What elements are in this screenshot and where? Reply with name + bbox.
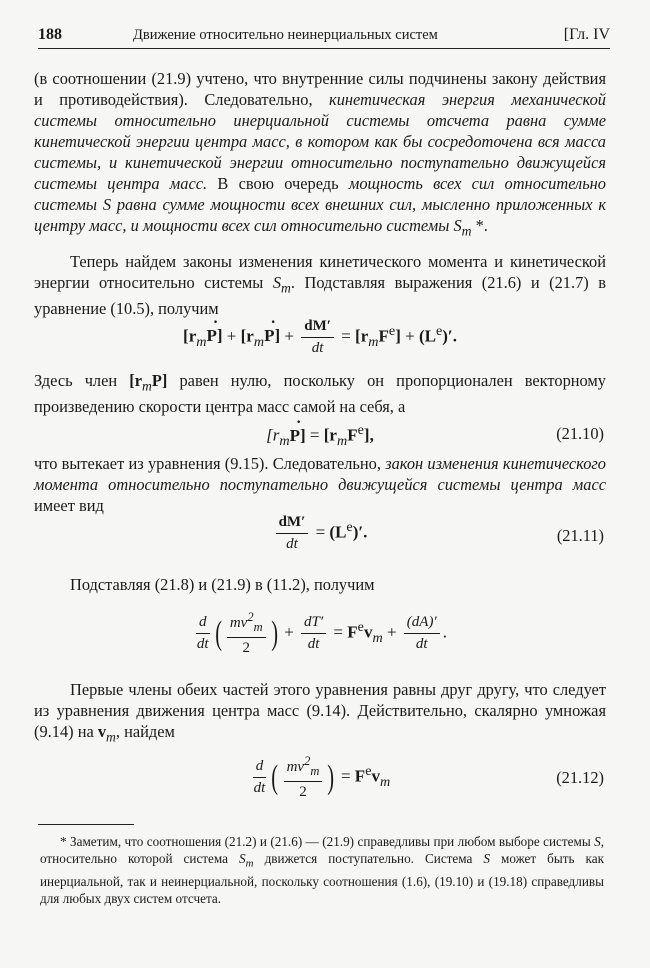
paragraph-1 — [34, 68, 606, 241]
operator: + — [279, 622, 299, 642]
footnote-rule — [38, 824, 134, 825]
eq-term: [r — [323, 425, 337, 445]
denominator: dt — [311, 340, 324, 356]
operator: = — [305, 425, 324, 445]
equation-number: (21.11) — [556, 526, 604, 545]
superscript: e — [435, 322, 443, 339]
paragraph-5 — [34, 574, 606, 595]
text-span: равен нулю, поскольку он пропорционален векторному произведению скорости центра масс самой на себя, а — [34, 371, 606, 417]
subscript: m — [281, 280, 291, 296]
denominator: dt — [307, 636, 320, 652]
subscript: m — [253, 620, 263, 634]
subscript: m — [142, 378, 152, 394]
superscript: e — [357, 422, 364, 438]
eq-term: P] · — [290, 426, 306, 445]
text-span: mv — [229, 615, 248, 631]
eq-term: F — [354, 766, 366, 786]
paragraph-3 — [34, 370, 606, 417]
numerator: dM′ — [301, 318, 334, 338]
subscript: m — [279, 433, 290, 450]
numerator — [284, 754, 323, 782]
fraction — [301, 318, 334, 357]
operator: = — [311, 522, 330, 542]
text-span: * Заметим, что соотношения (21.2) и (21.6) — (21.9) справедливы при любом выборе системы — [60, 834, 595, 849]
text-span: . Подставляя выражения (21.6) и (21.7) в уравнение (10.5), получим — [34, 273, 606, 319]
eq-term: [r — [183, 326, 197, 346]
symbol-S: S — [239, 851, 246, 866]
eq-term: [r — [355, 326, 369, 346]
superscript: 2 — [304, 754, 311, 768]
subscript: m — [245, 857, 254, 870]
operator: + — [400, 326, 419, 346]
numerator: dM′ — [276, 514, 309, 534]
numerator: d — [253, 758, 267, 778]
equation-unnumbered-1 — [34, 314, 606, 364]
subscript: m — [310, 764, 320, 778]
operator: = — [336, 766, 355, 786]
subscript: m — [368, 333, 379, 350]
equation-21-11 — [34, 512, 606, 560]
denominator: dt — [286, 536, 298, 552]
equation-unnumbered-2 — [34, 608, 606, 664]
denominator: 2 — [299, 784, 307, 800]
page-number: 188 — [38, 26, 62, 43]
eq-term: (L — [329, 522, 347, 542]
footnote-mark: *. — [471, 216, 488, 235]
eq-term: )′. — [442, 326, 457, 346]
text-span: , относительно которой система — [40, 834, 604, 866]
operator: = — [336, 326, 356, 346]
subscript: m — [379, 773, 391, 790]
eq-term: F — [347, 425, 358, 445]
operator: + — [222, 326, 241, 346]
text-span: Подставляя (21.8) и (21.9) в (11.2), получим — [70, 575, 375, 594]
superscript: e — [388, 322, 396, 339]
fraction — [196, 614, 210, 653]
fraction — [227, 610, 266, 657]
eq-term: P] · — [264, 326, 280, 345]
eq-term: [r — [129, 371, 143, 390]
denominator: dt — [415, 636, 428, 652]
superscript: e — [346, 518, 353, 535]
operator: + — [382, 622, 401, 642]
paragraph-2 — [34, 251, 606, 319]
text-span: Теперь найдем законы изменения кинетического момента и кинетической энергии относительно системы — [34, 252, 606, 292]
fraction — [276, 514, 309, 553]
eq-term: P] · — [207, 326, 223, 345]
subscript: m — [461, 223, 472, 239]
operator: . — [442, 622, 447, 642]
text-span: (в соотношении (21.9) учтено, что внутренние силы подчинены закону действия и противодействия). Следовательно, — [34, 69, 606, 109]
paren-right: ) — [327, 758, 335, 796]
eq-term: v — [371, 766, 380, 786]
numerator: dT′ — [301, 614, 326, 634]
fraction — [404, 614, 440, 653]
superscript: e — [365, 762, 372, 779]
emphasis-span: закон изменения кинетического момента относительно поступательно движущейся системы центра масс — [34, 454, 606, 494]
eq-term: v — [97, 722, 107, 741]
subscript: m — [196, 333, 207, 350]
eq-term: P] — [151, 371, 168, 390]
symbol-S: S — [483, 851, 490, 866]
eq-term: [r — [240, 326, 254, 346]
fraction — [284, 754, 323, 801]
eq-term: (L — [418, 326, 436, 346]
running-title: Движение относительно неинерциальных систем — [133, 27, 438, 43]
text-span: Первые члены обеих частей этого уравнения равны друг другу, что следует из уравнения движения центра масс (9.14). Действительно, скалярно умножая (9.14) на — [34, 680, 606, 741]
paren-left: ( — [214, 614, 222, 652]
text-span: может быть как инерциальной, так и неинерциальной, поскольку соотношения (1.6), (19.10) и (19.18) справедливы для любых двух систем отсчета. — [40, 851, 604, 906]
paragraph-6 — [34, 679, 606, 747]
page-header — [38, 24, 610, 50]
superscript: 2 — [247, 610, 254, 624]
denominator: dt — [196, 636, 209, 652]
symbol-S: S — [594, 834, 601, 849]
eq-term: F — [347, 622, 358, 642]
numerator: (dA)′ — [404, 614, 440, 634]
emphasis-span: мощность всех сил относительно системы S равна сумме мощности всех внешних сил, мысленно приложенных к центру масс, и мощности всех сил относительно системы — [34, 174, 606, 235]
numerator — [227, 610, 266, 638]
text-span: , найдем — [115, 722, 175, 741]
denominator: 2 — [242, 640, 250, 656]
denominator: dt — [253, 780, 266, 796]
symbol-S: S — [453, 216, 462, 235]
fraction — [301, 614, 326, 653]
chapter-label: [Гл. IV — [563, 26, 610, 43]
equation-number: (21.10) — [556, 424, 604, 443]
emphasis-span: кинетическая энергия механической системы относительно инерциальной системы отсчета равна сумме кинетической энергии центра масс, в котором как бы сосредоточена вся масса системы, и кинетической энергии относительно поступательно движущейся системы центра масс. — [34, 90, 606, 193]
symbol-S: S — [272, 273, 282, 292]
equation-21-12 — [34, 752, 606, 808]
text-span: В свою очередь — [207, 174, 349, 193]
subscript: m — [372, 629, 383, 646]
paren-right: ) — [270, 614, 278, 652]
subscript: m — [336, 433, 348, 450]
eq-term: ] — [395, 326, 401, 346]
eq-term: )′. — [352, 522, 368, 542]
paragraph-4 — [34, 453, 606, 516]
text-span: имеет вид — [34, 496, 104, 515]
fraction — [253, 758, 267, 797]
equation-21-10 — [34, 420, 606, 450]
superscript: e — [357, 618, 364, 635]
eq-term: F — [378, 326, 389, 346]
text-span: Здесь член — [34, 371, 130, 390]
equation-number: (21.12) — [556, 768, 604, 787]
eq-term: v — [363, 622, 373, 642]
footnote — [40, 833, 604, 907]
eq-term: [r — [266, 425, 280, 445]
text-span: что вытекает из уравнения (9.15). Следовательно, — [34, 454, 386, 473]
text-span: mv — [286, 759, 305, 775]
numerator: d — [196, 614, 210, 634]
subscript: m — [106, 729, 116, 745]
text-span: движется поступательно. Система — [253, 851, 484, 866]
subscript: m — [253, 333, 265, 350]
eq-term: ], — [363, 425, 374, 445]
operator: + — [280, 326, 299, 346]
paren-left: ( — [271, 758, 279, 796]
operator: = — [329, 622, 348, 642]
header-rule — [38, 48, 610, 49]
